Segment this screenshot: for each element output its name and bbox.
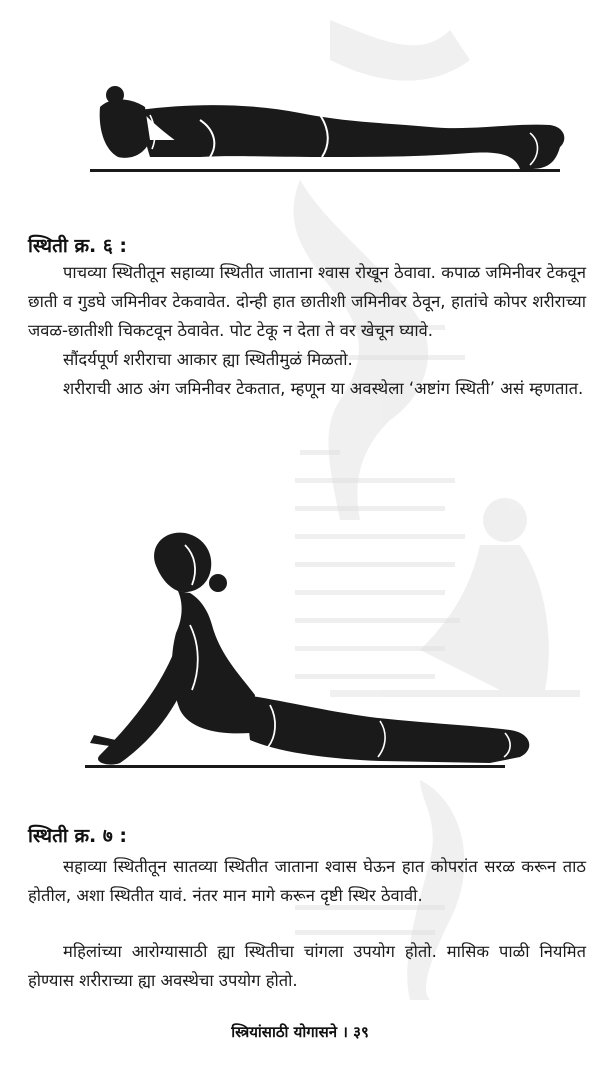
page-footer: स्त्रियांसाठी योगासने । ३९ (231, 1023, 369, 1041)
paragraph: पाचव्या स्थितीतून सहाव्या स्थितीत जाताना श्वास रोखून ठेवावा. कपाळ जमिनीवर टेकवून छाती व गुडघे जमिनीवर टेकवावेत. दोन्ही हात छातीशी जमिनीवर ठेवून, हातांचे कोपर शरीराच्या जवळ-छातीशी चिकटवून ठेवावेत. पोट टेकू न देता ते वर खेचून घ्यावे. (28, 263, 586, 340)
paragraph: सहाव्या स्थितीतून सातव्या स्थितीत जाताना श्वास घेऊन हात कोपरांत सरळ करून ताठ होतील, अशा स्थितीत यावं. नंतर मान मागे करून दृष्टी स्थिर ठेवावी. (28, 857, 586, 905)
section-heading-6: स्थिती क्र. ६ : (28, 235, 127, 257)
paragraph: महिलांच्या आरोग्यासाठी ह्या स्थितीचा चांगला उपयोग होतो. मासिक पाळी नियमित होण्यास शरीराच्या ह्या अवस्थेचा उपयोग होतो. (28, 942, 586, 990)
section-heading-7: स्थिती क्र. ७ : (28, 825, 127, 847)
ashtanga-pose-illustration (90, 85, 570, 180)
paragraph: शरीराची आठ अंग जमिनीवर टेकतात, म्हणून या अवस्थेला ‘अष्टांग स्थिती’ असं म्हणतात. (63, 379, 584, 398)
cobra-pose-illustration (80, 525, 540, 775)
paragraph: सौंदर्यपूर्ण शरीराचा आकार ह्या स्थितीमुळं मिळतो. (63, 350, 353, 369)
